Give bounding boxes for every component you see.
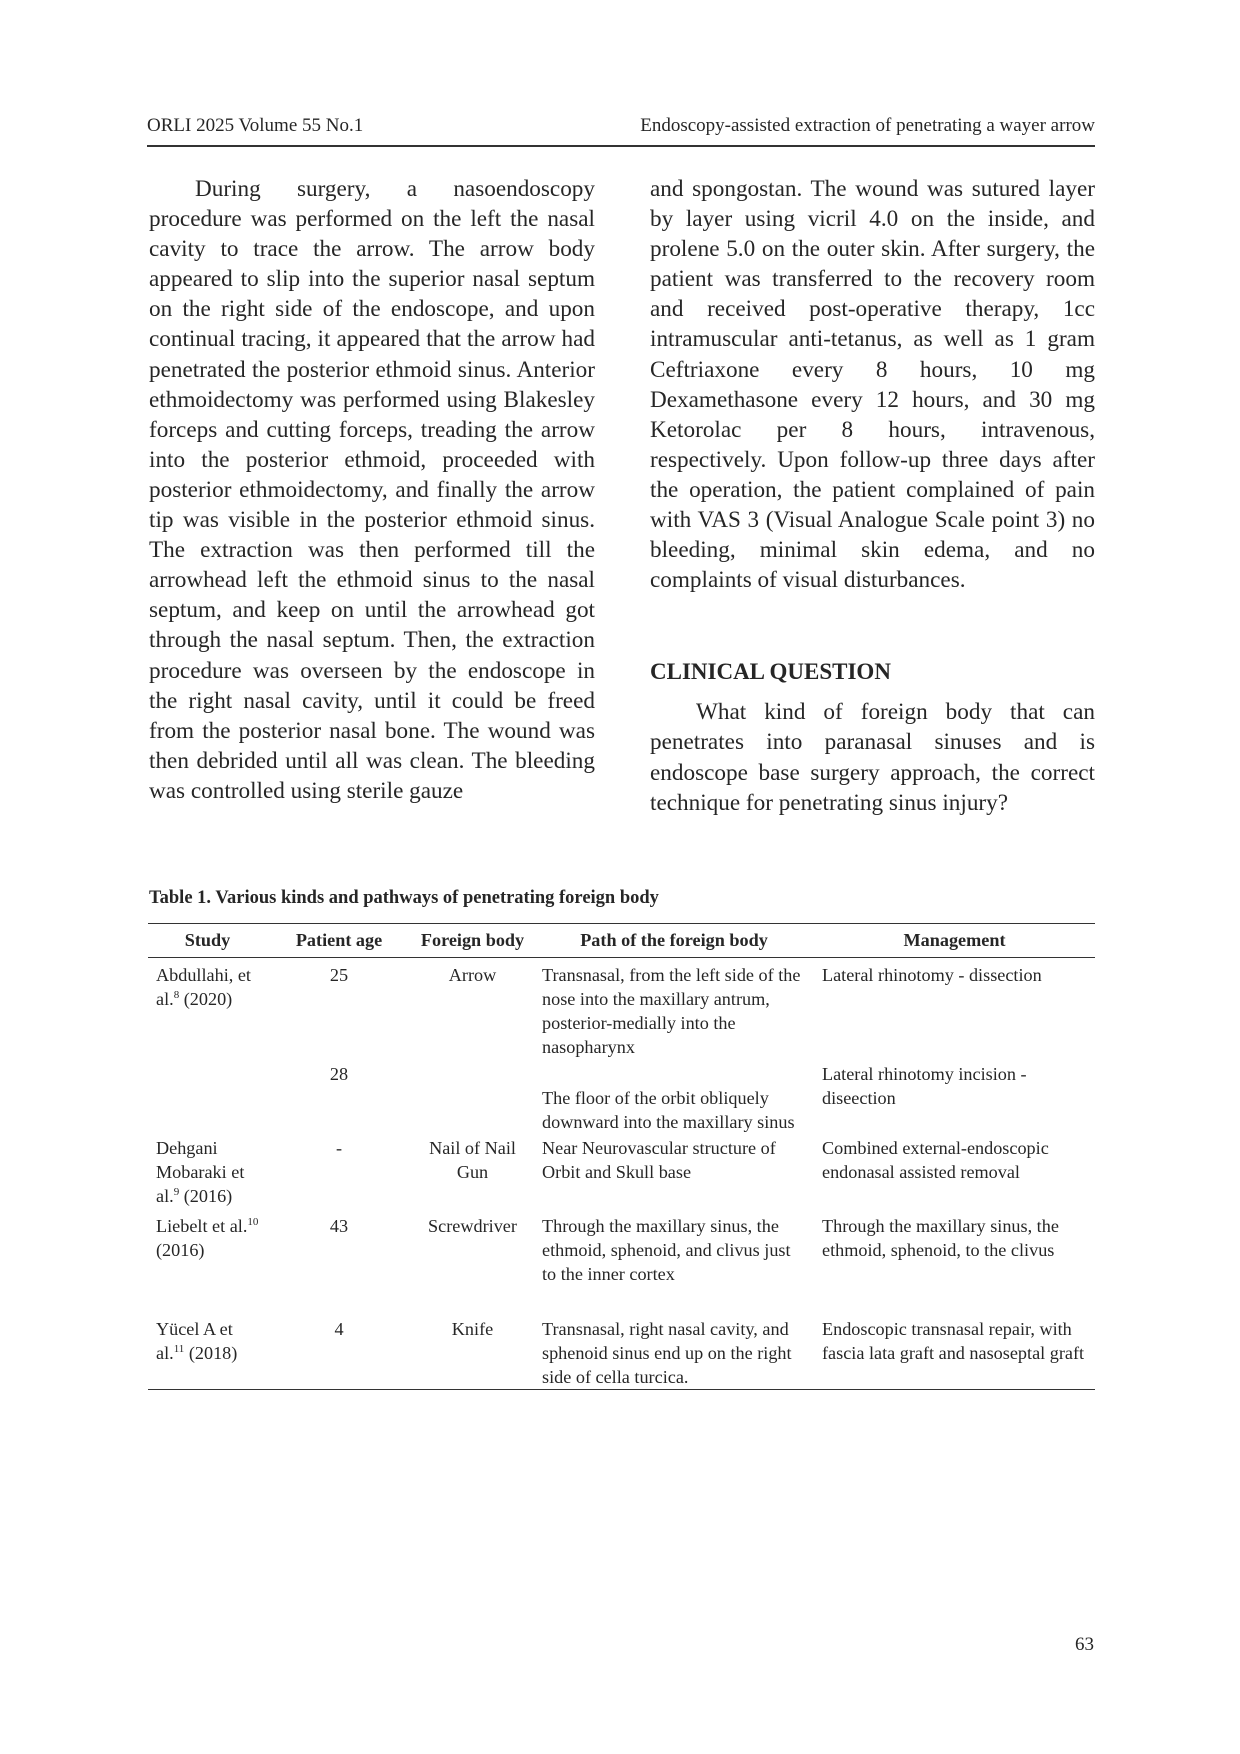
management-cell: Endoscopic transnasal repair, with fascia lata graft and nasoseptal graft xyxy=(814,1286,1095,1390)
path-cell: Near Neurovascular structure of Orbit and Skull base xyxy=(542,1138,776,1182)
foreign-body-cell xyxy=(411,1059,534,1134)
management-cell: Combined external-endoscopic endonasal assisted removal xyxy=(822,1138,1049,1182)
reference-number: 9 xyxy=(173,1186,180,1198)
body-paragraph-continued: and spongostan. The wound was sutured layer by layer using vicril 4.0 on the inside, and prolene 5.0 on the outer skin. After surgery, the patient was transferred to the recovery room and received post-operative therapy, 1cc intramuscular anti-tetanus, as well as 1 gram Ceftriaxone every 8 hours, 10 mg Dexamethasone every 12 hours, and 30 mg Ketorolac per 8 hours, intravenous, respectively. Upon follow-up three days after the operation, the patient complained of pain with VAS 3 (Visual Analogue Scale point 3) no bleeding, minimal skin edema, and no complaints of visual disturbances. xyxy=(650,176,1095,594)
study-cell xyxy=(148,958,267,1060)
age-cell: - xyxy=(335,1138,343,1158)
study-year: (2020) xyxy=(179,989,233,1009)
study-name: Yücel A et al. xyxy=(156,1319,233,1363)
page-number: 63 xyxy=(1075,1634,1094,1655)
study-year: (2016) xyxy=(156,1240,205,1260)
study-cell xyxy=(148,1059,267,1134)
age-cell: 43 xyxy=(329,1216,349,1236)
table-caption: Table 1. Various kinds and pathways of penetrating foreign body xyxy=(149,888,659,908)
age-cell: 25 xyxy=(329,965,349,985)
age-cell: 28 xyxy=(329,1064,349,1084)
foreign-body-cell: Nail of Nail Gun xyxy=(429,1138,516,1182)
body-paragraph: During surgery, a nasoendoscopy procedure was performed on the left the nasal cavity to trace the arrow. The arrow body appeared to slip into the superior nasal septum on the right side of the endoscope, and upon continual tracing, it appeared that the arrow had penetrated the posterior ethmoid sinus. Anterior ethmoidectomy was performed using Blakesley forceps and cutting forceps, treading the arrow into the posterior ethmoid, proceeded with posterior ethmoidectomy, and finally the arrow tip was visible in the posterior ethmoid sinus. The extraction was then performed till the arrowhead left the ethmoid sinus to the nasal septum, and keep on until the arrowhead got through the nasal septum. Then, the extraction procedure was overseen by the endoscope in the right nasal cavity, until it could be freed from the posterior nasal bone. The wound was then debrided until all was clean. The bleeding was controlled using sterile gauze xyxy=(149,176,595,804)
table-header-row xyxy=(148,924,1095,958)
study-cell xyxy=(148,1208,267,1286)
reference-number: 11 xyxy=(173,1343,185,1355)
foreign-body-table xyxy=(148,923,1095,1390)
table-row xyxy=(148,1059,1095,1134)
column-header-path: Path of the foreign body xyxy=(534,924,814,958)
right-column xyxy=(650,174,1095,818)
column-header-foreign-body: Foreign body xyxy=(411,924,534,958)
study-year: (2016) xyxy=(179,1186,233,1206)
column-header-management: Management xyxy=(814,924,1095,958)
table-row xyxy=(148,1286,1095,1390)
clinical-question-text: What kind of foreign body that can penetrates into paranasal sinuses and is endoscope base surgery approach, the correct technique for penetrating sinus injury? xyxy=(650,699,1095,816)
study-year: (2018) xyxy=(184,1343,238,1363)
section-heading-clinical-question: CLINICAL QUESTION xyxy=(650,659,891,685)
running-title: Endoscopy-assisted extraction of penetrating a wayer arrow xyxy=(640,115,1095,136)
study-cell xyxy=(148,1134,267,1208)
running-header xyxy=(147,115,1095,147)
path-cell: Transnasal, right nasal cavity, and sphenoid sinus end up on the right side of cella turcica. xyxy=(534,1286,814,1390)
study-name: Abdullahi, et al. xyxy=(156,965,251,1009)
path-cell: The floor of the orbit obliquely downward into the maxillary sinus xyxy=(542,1088,795,1132)
column-header-study: Study xyxy=(148,924,267,958)
foreign-body-cell: Knife xyxy=(411,1286,534,1390)
management-cell: Lateral rhinotomy - dissection xyxy=(822,965,1042,985)
path-cell: Through the maxillary sinus, the ethmoid, sphenoid, and clivus just to the inner cortex xyxy=(542,1216,791,1284)
study-name: Liebelt et al. xyxy=(156,1216,248,1236)
management-cell: Lateral rhinotomy incision - diseection xyxy=(822,1064,1027,1108)
foreign-body-cell: Screwdriver xyxy=(428,1216,517,1236)
foreign-body-cell: Arrow xyxy=(448,965,497,985)
table-row xyxy=(148,1208,1095,1286)
reference-number: 10 xyxy=(247,1216,259,1228)
study-name: Dehgani Mobaraki et al. xyxy=(156,1138,245,1206)
left-column xyxy=(149,174,595,806)
journal-info: ORLI 2025 Volume 55 No.1 xyxy=(147,115,364,136)
table-row xyxy=(148,958,1095,1060)
age-cell: 4 xyxy=(267,1286,411,1390)
reference-number: 8 xyxy=(173,989,180,1001)
table-row xyxy=(148,1134,1095,1208)
column-header-age: Patient age xyxy=(267,924,411,958)
study-cell xyxy=(148,1286,267,1390)
path-cell: Transnasal, from the left side of the nose into the maxillary antrum, posterior-medially into the nasopharynx xyxy=(542,965,801,1057)
management-cell: Through the maxillary sinus, the ethmoid, sphenoid, to the clivus xyxy=(822,1216,1059,1260)
